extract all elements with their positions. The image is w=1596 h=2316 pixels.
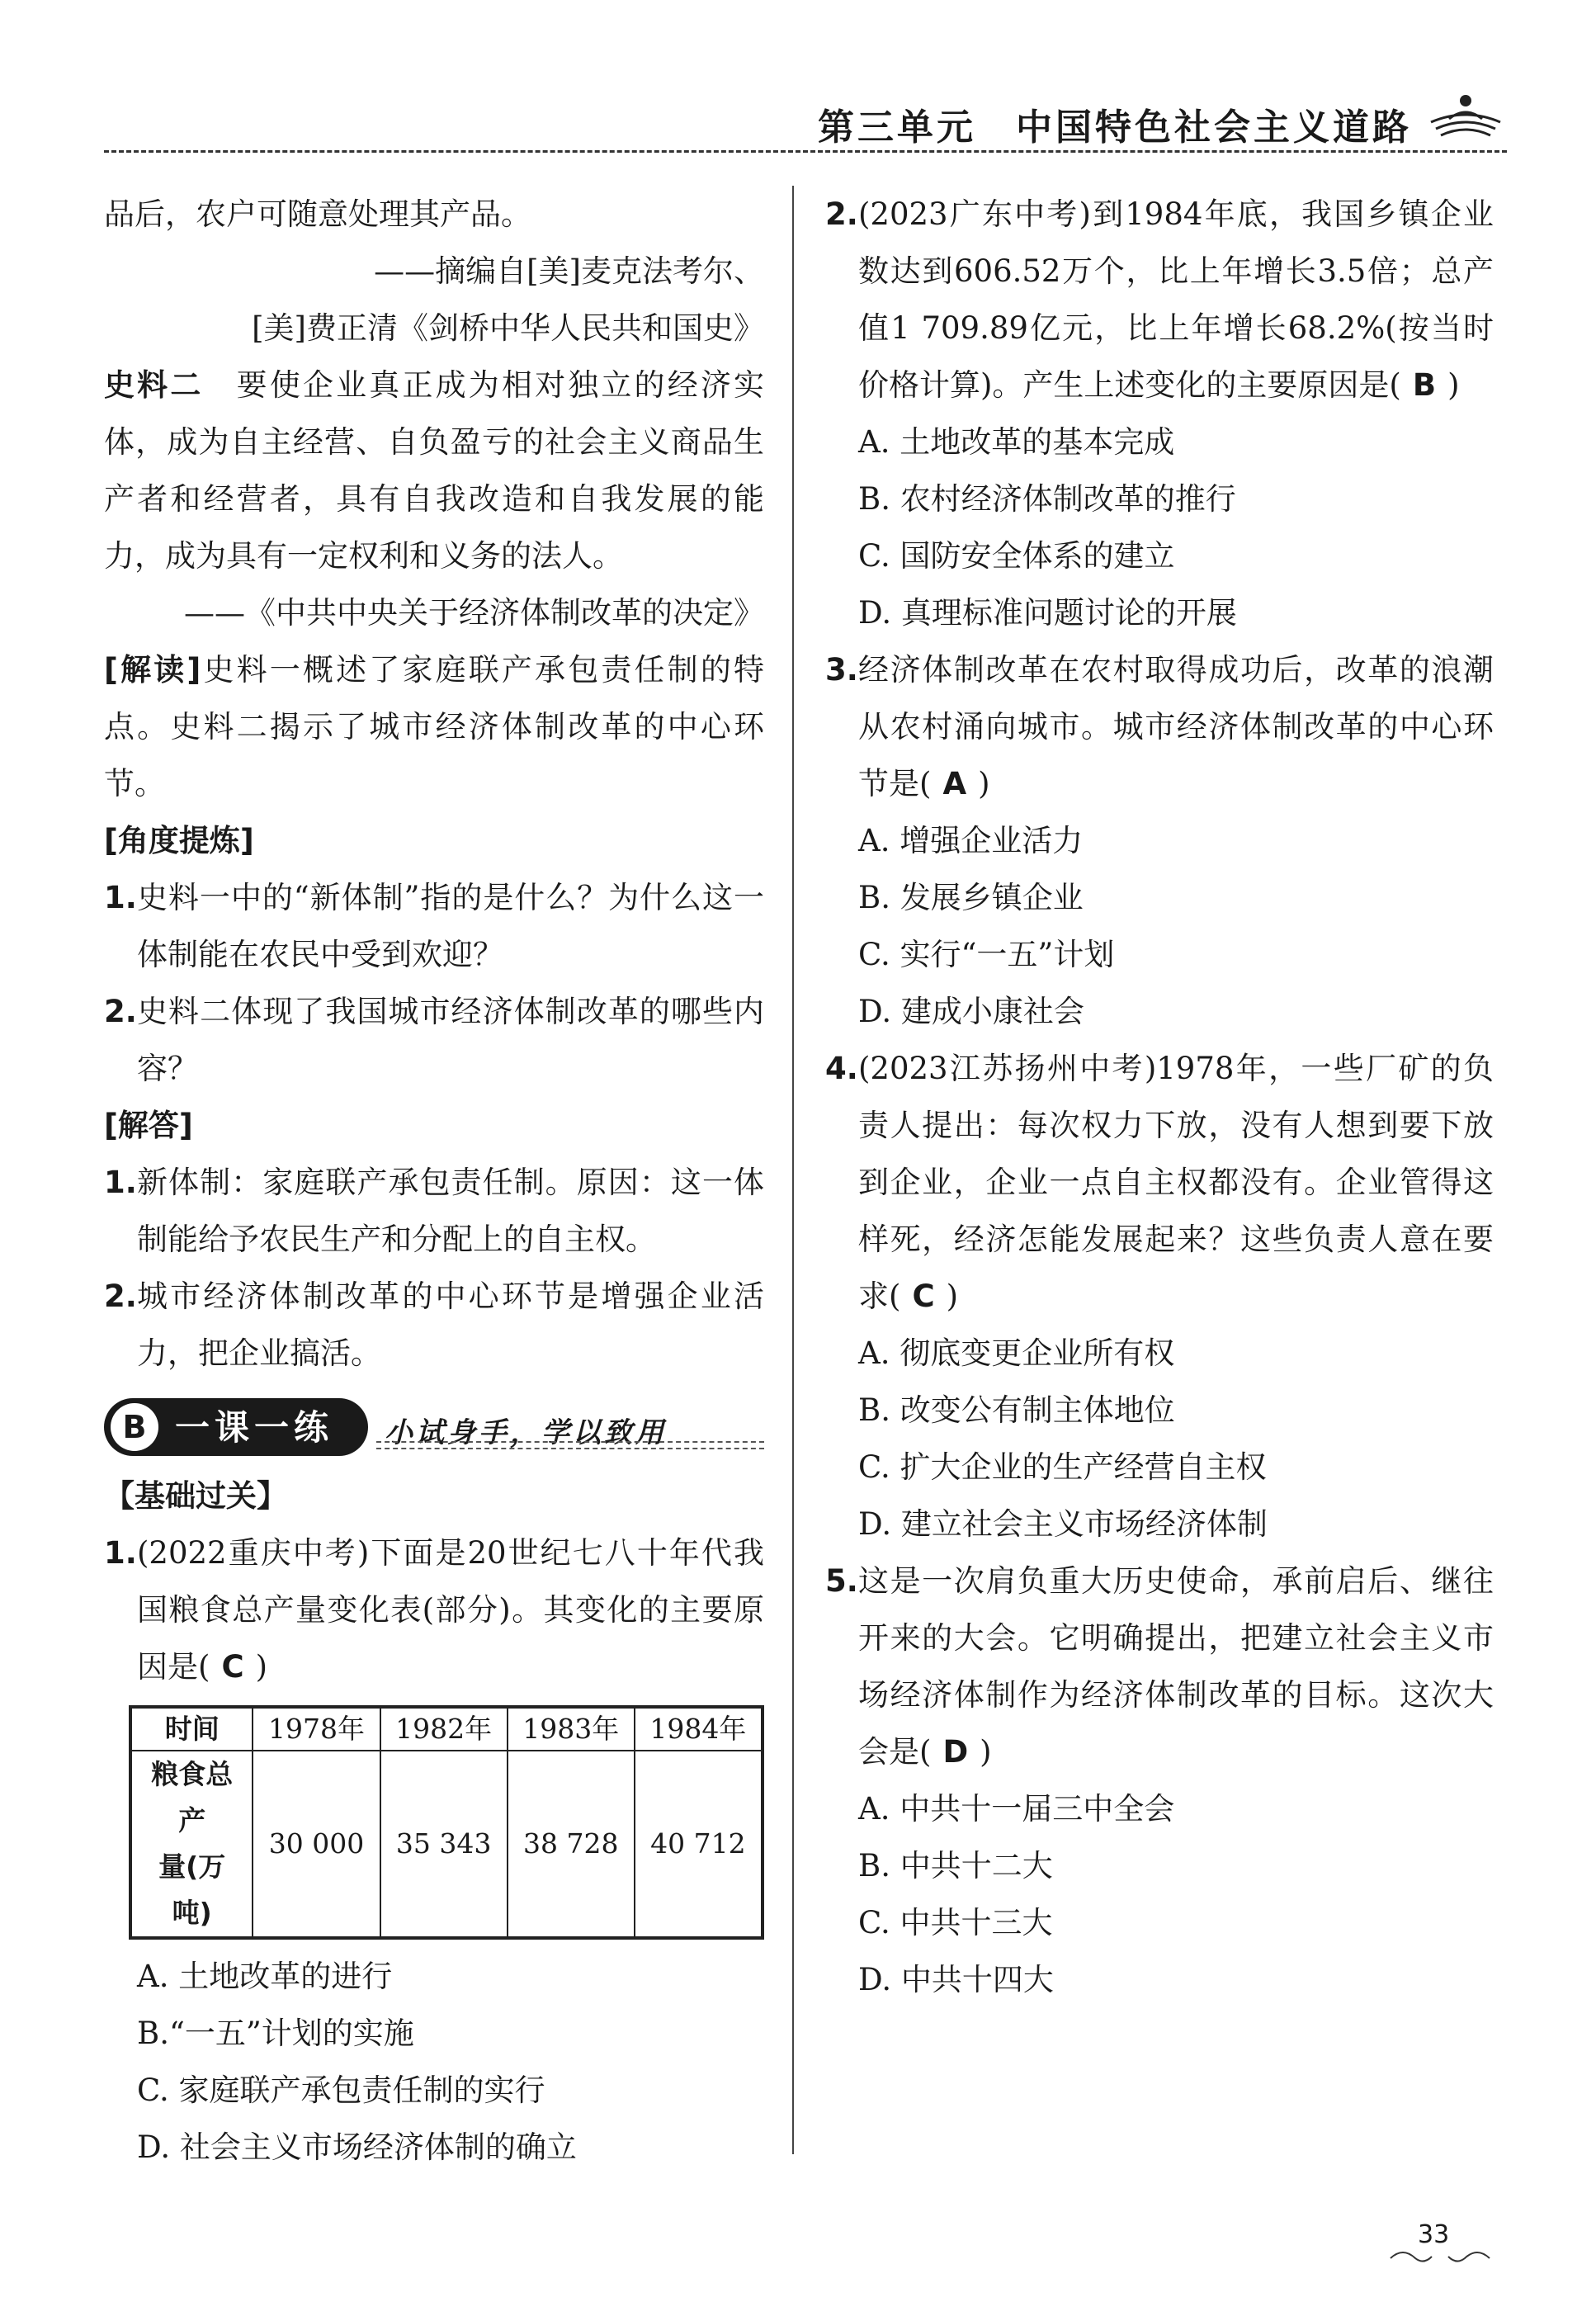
q2-option-a: A. 土地改革的基本完成 (858, 424, 1175, 460)
answer-letter: B (1412, 367, 1437, 403)
q4-option-a: A. 彻底变更企业所有权 (858, 1335, 1175, 1371)
answer-heading: [解答] (104, 1108, 193, 1143)
angle-question-1: 1. 史料一中的“新体制”指的是什么？为什么这一体制能在农民中受到欢迎？ (104, 880, 764, 972)
source-one-citation-line2: [美]费正清《剑桥中华人民共和国史》 (252, 310, 764, 346)
q1-option-c: C. 家庭联产承包责任制的实行 (137, 2073, 545, 2108)
header-divider (104, 150, 1507, 153)
answer-2: 2. 城市经济体制改革的中心环节是增强企业活力，把企业搞活。 (104, 1279, 764, 1371)
q2-option-b: B. 农村经济体制改革的推行 (858, 481, 1236, 517)
source-one-citation-line1: ——摘编自[美]麦克法考尔、 (374, 253, 764, 289)
q4-option-b: B. 改变公有制主体地位 (858, 1392, 1175, 1428)
q3-option-a: A. 增强企业活力 (858, 823, 1084, 858)
source-one-tail: 品后，农户可随意处理其产品。 (104, 196, 531, 232)
left-column (104, 186, 764, 2176)
answer-letter: C (912, 1279, 935, 1314)
answer-1: 1. 新体制：家庭联产承包责任制。原因：这一体制能给予农民生产和分配上的自主权。 (104, 1165, 764, 1257)
source-two-text: 要使企业真正成为相对独立的经济实体，成为自主经营、自负盈亏的社会主义商品生产者和经营者，具有自我改造和自我发展的能力，成为具有一定权利和义务的法人。 (104, 367, 765, 574)
banner-letter: B (111, 1403, 158, 1451)
q4-option-c: C. 扩大企业的生产经营自主权 (858, 1449, 1267, 1485)
question-1: 1. (2022重庆中考)下面是20世纪七八十年代我国粮食总产量变化表(部分)。其变化的主要原因是( C ) (104, 1535, 764, 1685)
banner-subtitle: 小试身手，学以致用 (385, 1416, 667, 1449)
q5-option-d: D. 中共十四大 (858, 1962, 1054, 1997)
angle-heading: [角度提炼] (104, 823, 254, 858)
grain-output-table (129, 1705, 764, 1940)
right-column (825, 186, 1494, 2008)
basics-heading: 【基础过关】 (104, 1478, 287, 1514)
q2-option-d: D. 真理标准问题讨论的开展 (858, 595, 1237, 631)
banner-title: 一课一练 (175, 1406, 334, 1448)
source-two-label: 史料二 (104, 367, 204, 403)
angle-question-2: 2. 史料二体现了我国城市经济体制改革的哪些内容？ (104, 994, 764, 1086)
interpretation-label: [解读] (104, 652, 201, 688)
table-row: 时间 1978年 1982年 1983年 1984年 (130, 1707, 763, 1751)
banner-pill (104, 1398, 368, 1456)
q4-option-d: D. 建立社会主义市场经济体制 (858, 1506, 1268, 1542)
answer-letter: A (942, 766, 967, 801)
swirl-ornament-icon (1386, 2243, 1494, 2268)
question-3: 3. 经济体制改革在农村取得成功后，改革的浪潮从农村涌向城市。城市经济体制改革的中心环节是( A ) (825, 652, 1494, 801)
column-divider (792, 186, 794, 2154)
question-2: 2. (2023广东中考)到1984年底，我国乡镇企业数达到606.52万个，比上年增长3.5倍；总产值1 709.89亿元，比上年增长68.2%(按当时价格计算)。产生上述变化的主要原因是( B ) (825, 196, 1494, 403)
q3-option-c: C. 实行“一五”计划 (858, 937, 1115, 972)
practice-banner (104, 1393, 764, 1463)
q5-option-a: A. 中共十一届三中全会 (858, 1791, 1175, 1827)
interpretation (104, 641, 764, 812)
question-4: 4. (2023江苏扬州中考)1978年，一些厂矿的负责人提出：每次权力下放，没有人想到要下放到企业，企业一点自主权都没有。企业管得这样死，经济怎能发展起来？这些负责人意在要求( C ) (825, 1051, 1494, 1314)
interpretation-text: 史料一概述了家庭联产承包责任制的特点。史料二揭示了城市经济体制改革的中心环节。 (104, 652, 764, 801)
unit-title: 第三单元 中国特色社会主义道路 (818, 106, 1412, 149)
question-5: 5. 这是一次肩负重大历史使命，承前启后、继往开来的大会。它明确提出，把建立社会主义市场经济体制作为经济体制改革的目标。这次大会是( D ) (825, 1563, 1494, 1770)
table-row: 粮食总产 量(万吨) 30 000 35 343 38 728 40 712 (130, 1751, 763, 1938)
q1-option-d: D. 社会主义市场经济体制的确立 (137, 2129, 577, 2165)
q1-option-b: B.“一五”计划的实施 (137, 2016, 414, 2051)
answer-letter: C (221, 1649, 244, 1685)
source-two (104, 357, 764, 584)
source-two-citation: ——《中共中央关于经济体制改革的决定》 (184, 595, 764, 631)
page-header (104, 83, 1507, 161)
flower-ornament-icon (1424, 89, 1507, 147)
answer-letter: D (942, 1734, 969, 1770)
page-number: 33 (1418, 2220, 1450, 2249)
q1-option-a: A. 土地改革的进行 (137, 1959, 393, 1994)
q3-option-d: D. 建成小康社会 (858, 994, 1084, 1029)
q2-option-c: C. 国防安全体系的建立 (858, 538, 1175, 574)
q5-option-b: B. 中共十二大 (858, 1848, 1053, 1884)
q5-option-c: C. 中共十三大 (858, 1905, 1053, 1940)
q3-option-b: B. 发展乡镇企业 (858, 880, 1084, 915)
